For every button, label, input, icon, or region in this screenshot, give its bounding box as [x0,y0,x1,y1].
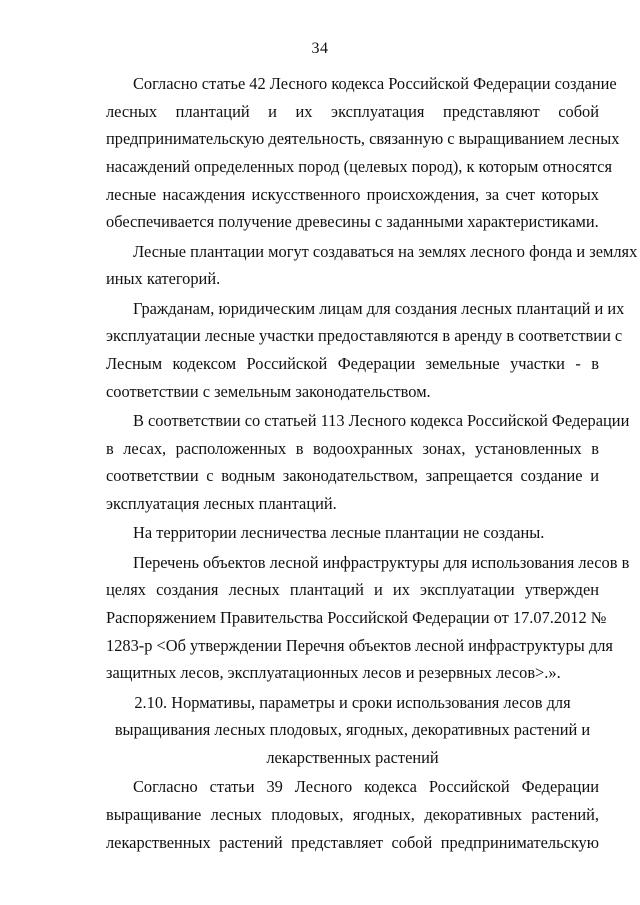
heading-line: лекарственных растений [266,748,439,768]
page-number: 34 [311,40,329,57]
text-line: Согласно статьи 39 Лесного кодекса Российской Федерации [133,777,599,797]
paragraph-land-lease [106,295,625,406]
text-line: Лесные плантации могут создаваться на землях лесного фонда и землях [133,241,638,261]
text-line: В соответствии со статьей 113 Лесного кодекса Российской Федерации [133,411,630,431]
paragraph-water-protection-zones [106,407,630,518]
paragraph-article-39 [106,773,599,856]
paragraph-infrastructure-list [106,549,630,687]
text-line: Согласно статье 42 Лесного кодекса Российской Федерации создание [133,74,617,93]
text-line: соответствии с земельным законодательством. [106,381,431,401]
text-line: Перечень объектов лесной инфраструктуры для использования лесов в [133,552,630,572]
text-line: На территории лесничества лесные плантации не созданы. [133,523,545,543]
text-line: 1283-р <Об утверждении Перечня объектов лесной инфраструктуры для [106,635,613,655]
text-line: Распоряжением Правительства Российской Федерации от 17.07.2012 № [106,608,607,628]
text-line: соответствии с водным законодательством, запрещается создание и [106,466,599,486]
document-body [106,70,638,856]
text-line: предпринимательскую деятельность, связанную с выращиванием лесных [106,129,620,149]
text-line: лекарственных растений представляет собой предпринимательскую [106,832,599,852]
text-line: Гражданам, юридическим лицам для создания лесных плантаций и их [133,298,625,318]
heading-line: 2.10. Нормативы, параметры и сроки использования лесов для [134,692,571,712]
text-line: насаждений определенных пород (целевых пород), к которым относятся [106,157,612,177]
text-line: иных категорий. [106,269,221,289]
text-line: целях создания лесных плантаций и их эксплуатации утвержден [106,580,599,600]
heading-line: выращивания лесных плодовых, ягодных, декоративных растений и [114,720,591,740]
text-line: эксплуатация лесных плантаций. [106,494,337,514]
text-line: Лесным кодексом Российской Федерации земельные участки - в [106,354,599,374]
paragraph-plantation-lands [106,238,638,293]
text-line: в лесах, расположенных в водоохранных зонах, установленных в [106,438,599,458]
text-line: защитных лесов, эксплуатационных лесов и резервных лесов>.». [106,663,561,683]
section-heading [106,689,599,772]
text-line: выращивание лесных плодовых, ягодных, декоративных растений, [106,805,599,825]
text-line: лесных плантаций и их эксплуатация представляют собой [106,101,599,121]
text-line: обеспечивается получение древесины с заданными характеристиками. [106,212,599,232]
paragraph-no-plantations [106,519,599,547]
text-line: эксплуатации лесные участки предоставляются в аренду в соответствии с [106,326,623,346]
text-line: лесные насаждения искусственного происхождения, за счет которых [106,184,599,204]
paragraph-forest-plantations-definition [106,70,620,236]
